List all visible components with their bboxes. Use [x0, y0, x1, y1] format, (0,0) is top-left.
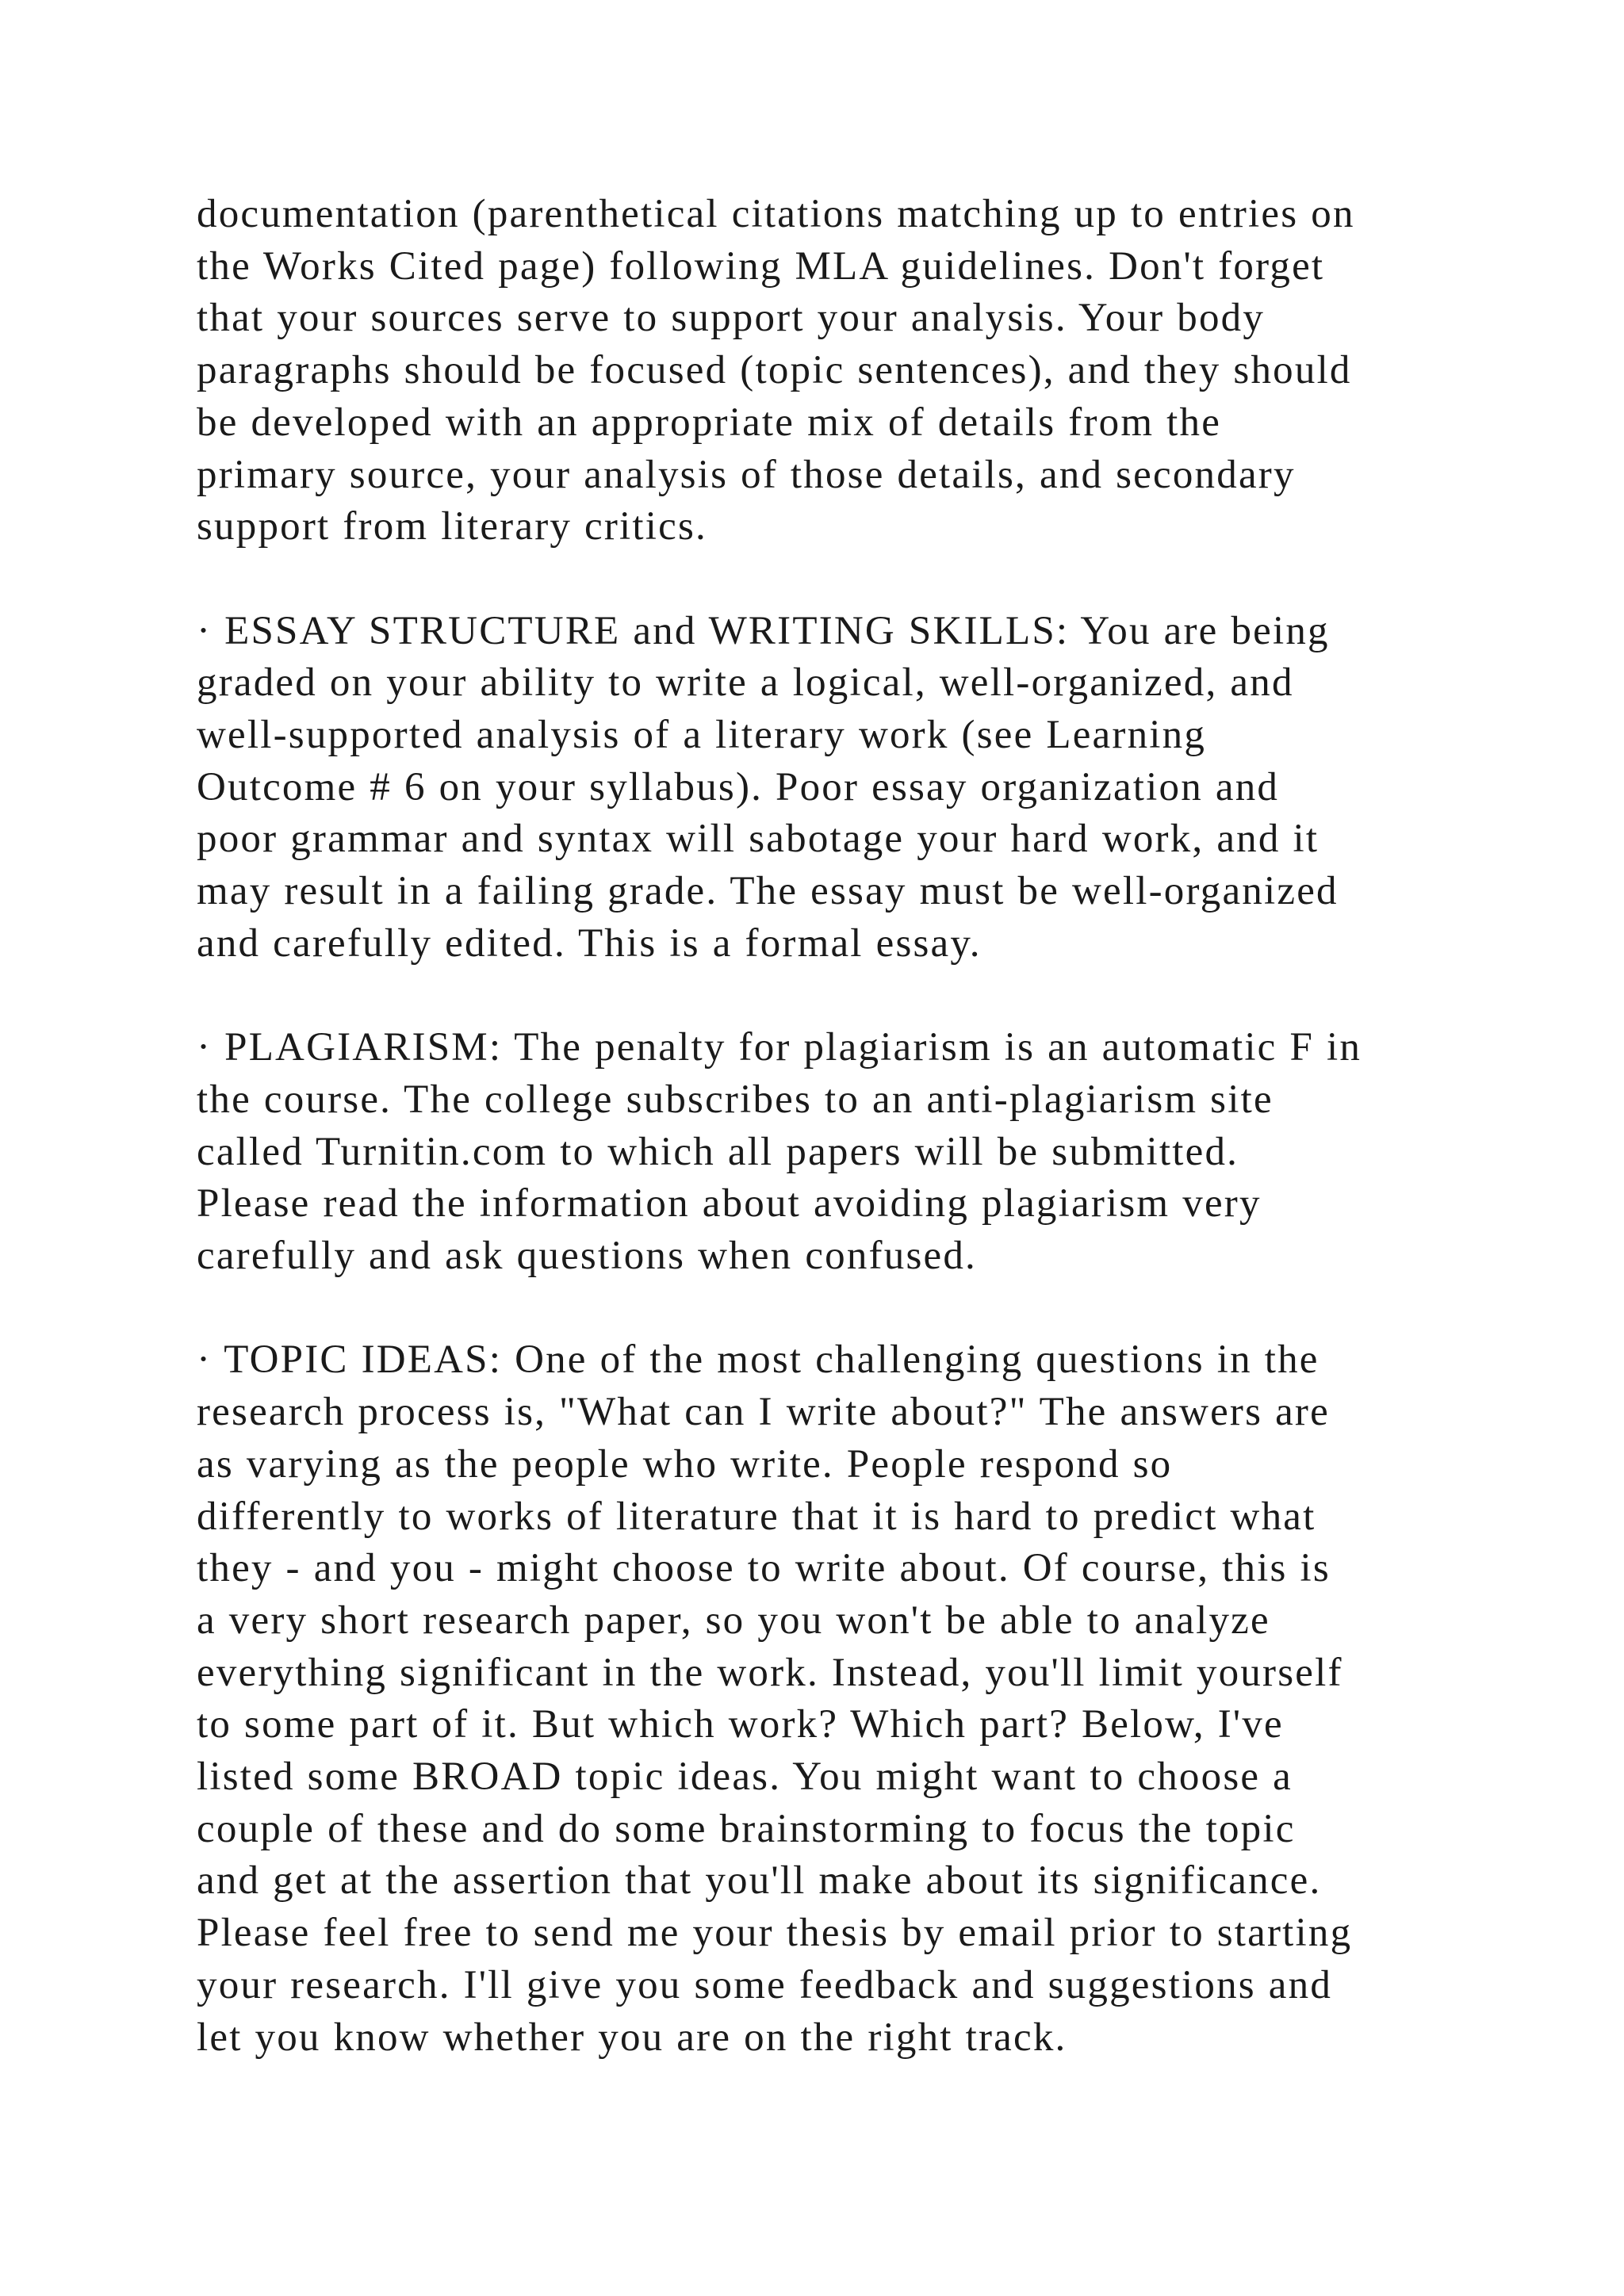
- text-line: research process is, "What can I write about?" The answers are: [197, 1390, 1330, 1435]
- text-line: to some part of it. But which work? Which part? Below, I've: [197, 1702, 1284, 1747]
- text-line: graded on your ability to write a logical, well-organized, and: [197, 660, 1294, 706]
- text-line: Outcome # 6 on your syllabus). Poor essay organization and: [197, 764, 1280, 809]
- text-line: be developed with an appropriate mix of details from the: [197, 400, 1222, 445]
- text-line: your research. I'll give you some feedback and suggestions and: [197, 1962, 1333, 2007]
- text-line: documentation (parenthetical citations matching up to entries on: [197, 192, 1355, 236]
- text-line: couple of these and do some brainstorming to focus the topic: [197, 1806, 1296, 1851]
- text-line: and carefully edited. This is a formal essay.: [197, 920, 982, 966]
- text-line: carefully and ask questions when confused.: [197, 1234, 977, 1279]
- text-line: the Works Cited page) following MLA guidelines. Don't forget: [197, 243, 1325, 289]
- text-line: as varying as the people who write. People respond so: [197, 1441, 1173, 1487]
- text-line: Please read the information about avoiding plagiarism very: [197, 1181, 1262, 1226]
- paragraph-topic-ideas: [197, 1334, 1481, 2064]
- text-line: let you know whether you are on the right track.: [197, 2015, 1067, 2060]
- paragraph-essay-structure: [197, 606, 1481, 970]
- text-line: everything significant in the work. Instead, you'll limit yourself: [197, 1650, 1343, 1695]
- text-line: well-supported analysis of a literary work (see Learning: [197, 713, 1207, 758]
- text-line: and get at the assertion that you'll make about its significance.: [197, 1858, 1322, 1904]
- text-line: Please feel free to send me your thesis by email prior to starting: [197, 1911, 1353, 1956]
- text-line: · ESSAY STRUCTURE and WRITING SKILLS: You are being: [197, 608, 1330, 653]
- text-line: listed some BROAD topic ideas. You might want to choose a: [197, 1755, 1293, 1800]
- text-line: paragraphs should be focused (topic sentences), and they should: [197, 348, 1352, 393]
- text-line: differently to works of literature that it is hard to predict what: [197, 1494, 1316, 1539]
- text-line: the course. The college subscribes to an anti-plagiarism site: [197, 1077, 1274, 1122]
- text-line: poor grammar and syntax will sabotage your hard work, and it: [197, 817, 1320, 862]
- text-line: that your sources serve to support your analysis. Your body: [197, 296, 1266, 341]
- text-line: · TOPIC IDEAS: One of the most challenging questions in the: [197, 1337, 1320, 1383]
- text-line: support from literary critics.: [197, 504, 707, 549]
- paragraph-plagiarism: [197, 1022, 1481, 1283]
- text-line: may result in a failing grade. The essay must be well-organized: [197, 869, 1339, 914]
- text-line: · PLAGIARISM: The penalty for plagiarism is an automatic F in: [197, 1025, 1362, 1070]
- text-line: called Turnitin.com to which all papers will be submitted.: [197, 1129, 1239, 1174]
- paragraph-documentation: [197, 189, 1481, 553]
- text-line: a very short research paper, so you won't be able to analyze: [197, 1598, 1270, 1643]
- text-line: primary source, your analysis of those details, and secondary: [197, 452, 1296, 497]
- document-body: [197, 189, 1481, 2116]
- text-line: they - and you - might choose to write about. Of course, this is: [197, 1546, 1331, 1591]
